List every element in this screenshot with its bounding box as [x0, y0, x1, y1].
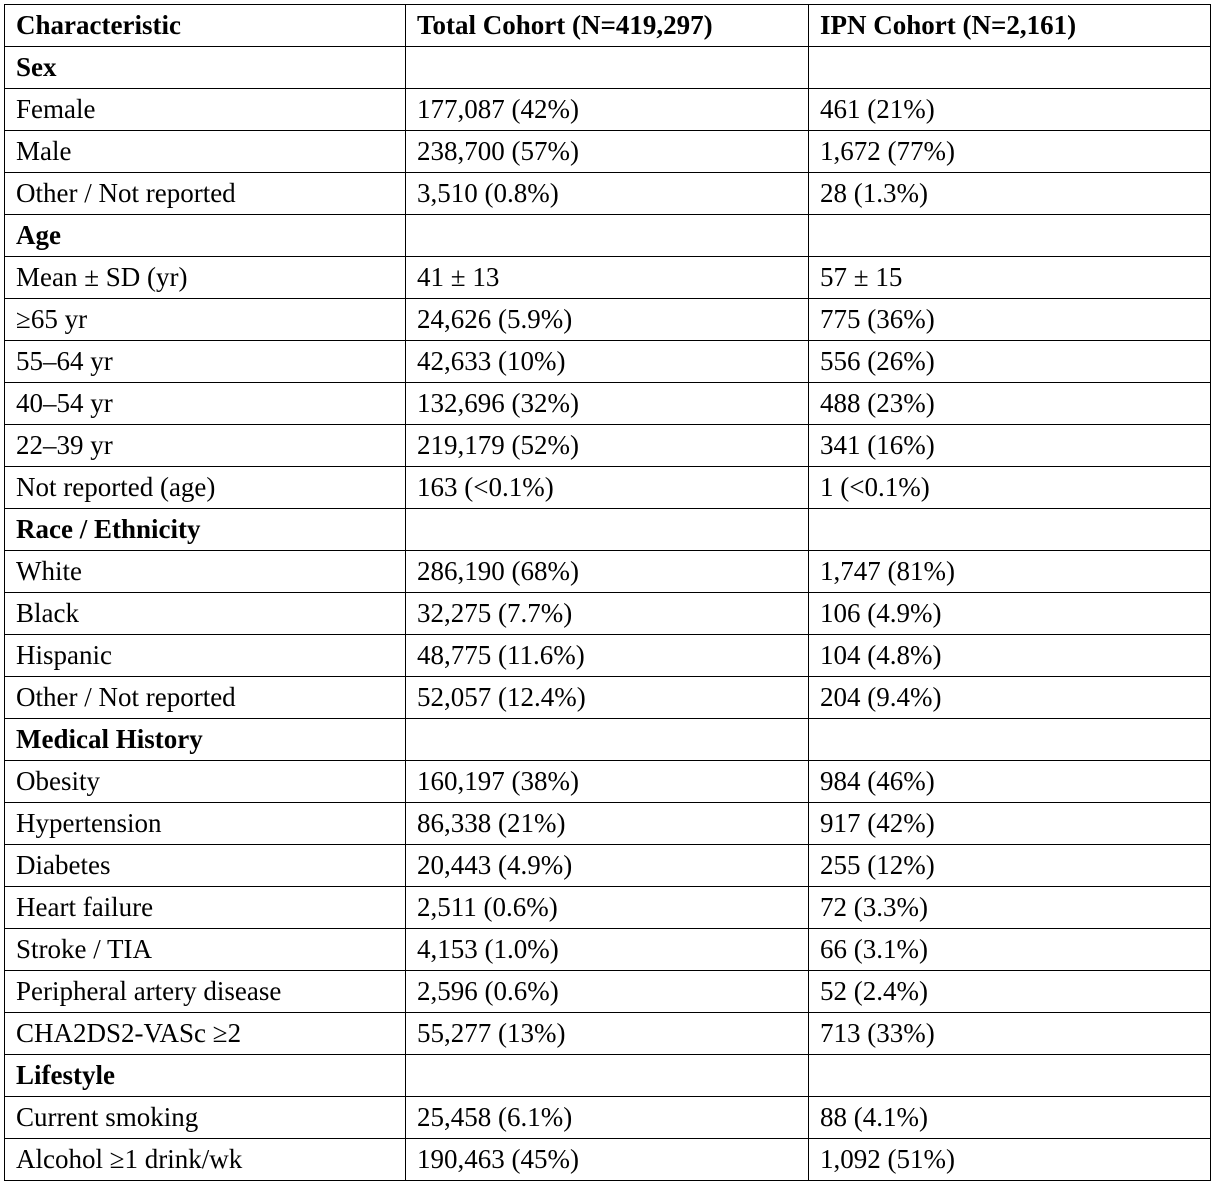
table-row: [5, 299, 1211, 341]
ipn-value: 57 ± 15: [809, 257, 1211, 299]
row-label: Black: [5, 593, 406, 635]
row-label: Obesity: [5, 761, 406, 803]
row-label: CHA2DS2-VASc ≥2: [5, 1013, 406, 1055]
table-row: [5, 1013, 1211, 1055]
table-row: [5, 761, 1211, 803]
table-row: [5, 929, 1211, 971]
section-row-sex: [5, 47, 1211, 89]
empty-cell: [406, 509, 809, 551]
row-label: 40–54 yr: [5, 383, 406, 425]
empty-cell: [809, 509, 1211, 551]
row-label: Peripheral artery disease: [5, 971, 406, 1013]
table-row: [5, 89, 1211, 131]
table-row: [5, 677, 1211, 719]
header-ipn-cohort: IPN Cohort (N=2,161): [809, 5, 1211, 47]
ipn-value: 461 (21%): [809, 89, 1211, 131]
total-value: 86,338 (21%): [406, 803, 809, 845]
empty-cell: [406, 719, 809, 761]
table-row: [5, 971, 1211, 1013]
row-label: 55–64 yr: [5, 341, 406, 383]
total-value: 42,633 (10%): [406, 341, 809, 383]
total-value: 48,775 (11.6%): [406, 635, 809, 677]
header-total-cohort: Total Cohort (N=419,297): [406, 5, 809, 47]
ipn-value: 1,672 (77%): [809, 131, 1211, 173]
total-value: 190,463 (45%): [406, 1139, 809, 1181]
empty-cell: [406, 47, 809, 89]
ipn-value: 204 (9.4%): [809, 677, 1211, 719]
table-row: [5, 1097, 1211, 1139]
table-row: [5, 1139, 1211, 1181]
table-row: [5, 341, 1211, 383]
ipn-value: 66 (3.1%): [809, 929, 1211, 971]
ipn-value: 556 (26%): [809, 341, 1211, 383]
empty-cell: [809, 719, 1211, 761]
ipn-value: 28 (1.3%): [809, 173, 1211, 215]
total-value: 286,190 (68%): [406, 551, 809, 593]
row-label: Not reported (age): [5, 467, 406, 509]
total-value: 55,277 (13%): [406, 1013, 809, 1055]
total-value: 219,179 (52%): [406, 425, 809, 467]
empty-cell: [406, 215, 809, 257]
ipn-value: 88 (4.1%): [809, 1097, 1211, 1139]
total-value: 52,057 (12.4%): [406, 677, 809, 719]
table-row: [5, 887, 1211, 929]
total-value: 3,510 (0.8%): [406, 173, 809, 215]
ipn-value: 52 (2.4%): [809, 971, 1211, 1013]
total-value: 32,275 (7.7%): [406, 593, 809, 635]
ipn-value: 255 (12%): [809, 845, 1211, 887]
header-characteristic: Characteristic: [5, 5, 406, 47]
total-value: 20,443 (4.9%): [406, 845, 809, 887]
total-value: 238,700 (57%): [406, 131, 809, 173]
empty-cell: [406, 1055, 809, 1097]
section-row-lifestyle: [5, 1055, 1211, 1097]
row-label: Hispanic: [5, 635, 406, 677]
table-row: [5, 551, 1211, 593]
ipn-value: 106 (4.9%): [809, 593, 1211, 635]
section-row-race-ethnicity: [5, 509, 1211, 551]
ipn-value: 1,092 (51%): [809, 1139, 1211, 1181]
table-row: [5, 173, 1211, 215]
table-row: [5, 845, 1211, 887]
total-value: 4,153 (1.0%): [406, 929, 809, 971]
row-label: Heart failure: [5, 887, 406, 929]
section-row-age: [5, 215, 1211, 257]
empty-cell: [809, 47, 1211, 89]
ipn-value: 984 (46%): [809, 761, 1211, 803]
table-row: [5, 257, 1211, 299]
ipn-value: 1,747 (81%): [809, 551, 1211, 593]
row-label: Other / Not reported: [5, 677, 406, 719]
empty-cell: [809, 1055, 1211, 1097]
row-label: Female: [5, 89, 406, 131]
ipn-value: 341 (16%): [809, 425, 1211, 467]
section-row-medical-history: [5, 719, 1211, 761]
row-label: Other / Not reported: [5, 173, 406, 215]
total-value: 2,596 (0.6%): [406, 971, 809, 1013]
ipn-value: 104 (4.8%): [809, 635, 1211, 677]
section-title: Age: [5, 215, 406, 257]
section-title: Race / Ethnicity: [5, 509, 406, 551]
table-row: [5, 383, 1211, 425]
row-label: Alcohol ≥1 drink/wk: [5, 1139, 406, 1181]
ipn-value: 775 (36%): [809, 299, 1211, 341]
row-label: Hypertension: [5, 803, 406, 845]
total-value: 2,511 (0.6%): [406, 887, 809, 929]
row-label: Mean ± SD (yr): [5, 257, 406, 299]
ipn-value: 488 (23%): [809, 383, 1211, 425]
row-label: Diabetes: [5, 845, 406, 887]
ipn-value: 72 (3.3%): [809, 887, 1211, 929]
table-row: [5, 467, 1211, 509]
ipn-value: 1 (<0.1%): [809, 467, 1211, 509]
table-row: [5, 425, 1211, 467]
empty-cell: [809, 215, 1211, 257]
row-label: Current smoking: [5, 1097, 406, 1139]
row-label: 22–39 yr: [5, 425, 406, 467]
section-title: Lifestyle: [5, 1055, 406, 1097]
total-value: 25,458 (6.1%): [406, 1097, 809, 1139]
row-label: White: [5, 551, 406, 593]
total-value: 24,626 (5.9%): [406, 299, 809, 341]
total-value: 177,087 (42%): [406, 89, 809, 131]
total-value: 160,197 (38%): [406, 761, 809, 803]
row-label: Stroke / TIA: [5, 929, 406, 971]
cohort-characteristics-table: [4, 4, 1211, 1181]
table-row: [5, 803, 1211, 845]
total-value: 132,696 (32%): [406, 383, 809, 425]
row-label: ≥65 yr: [5, 299, 406, 341]
total-value: 163 (<0.1%): [406, 467, 809, 509]
total-value: 41 ± 13: [406, 257, 809, 299]
row-label: Male: [5, 131, 406, 173]
table-row: [5, 593, 1211, 635]
table-row: [5, 635, 1211, 677]
table-row: [5, 131, 1211, 173]
section-title: Medical History: [5, 719, 406, 761]
ipn-value: 713 (33%): [809, 1013, 1211, 1055]
ipn-value: 917 (42%): [809, 803, 1211, 845]
section-title: Sex: [5, 47, 406, 89]
table-header-row: [5, 5, 1211, 47]
